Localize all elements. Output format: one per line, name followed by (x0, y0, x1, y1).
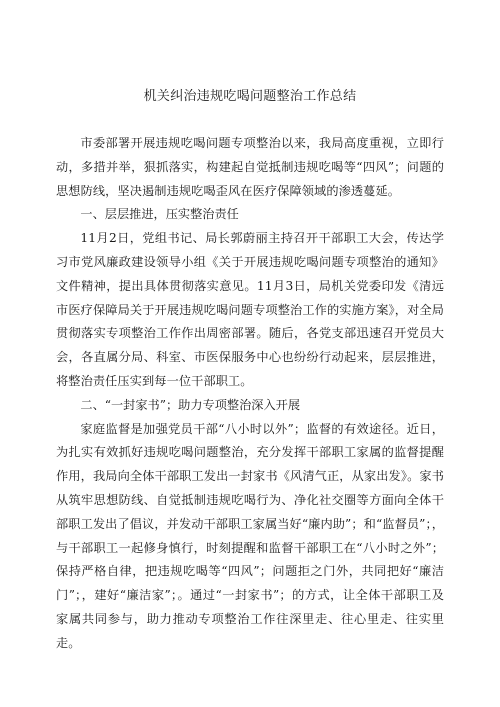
section-1-paragraph: 11月2日，党组书记、局长郭蔚丽主持召开干部职工大会，传达学习市党风廉政建设领导小组《关于开展违规吃喝问题专项整治的通知》文件精神，提出具体贯彻落实意见。11月3日，局机关党委印发《清远市医疗保障局关于开展违规吃喝问题专项整治工作的实施方案》，对全局贯彻落实专项整治工作作出周密部署。随后，各党支部迅速召开党员大会，各直属分局、科室、市医保服务中心也纷纷行动起来，层层推进，将整治责任压实到每一位干部职工。 (56, 231, 444, 388)
section-2-paragraph: 家庭监督是加强党员干部“八小时以外”；监督的有效途径。近日，为扎实有效抓好违规吃喝问题整治，充分发挥干部职工家属的监督提醒作用，我局向全体干部职工发出一封家书《风清气正，从家出发》。家书从筑牢思想防线、自觉抵制违规吃喝行为、净化社交圈等方面向全体干部职工发出了倡议，并发动干部职工家属当好“廉内助”；和“监督员”；，与干部职工一起修身慎行，时刻提醒和监督干部职工在“八小时之外”；保持严格自律，把违规吃喝等“四风”；问题拒之门外，共同把好“廉洁门”；，建好“廉洁家”；。通过“一封家书”；的方式，让全体干部职工及家属共同参与，助力推动专项整治工作往深里走、往心里走、往实里走。 (56, 421, 444, 650)
document-title: 机关纠治违规吃喝问题整治工作总结 (143, 89, 357, 104)
section-heading-2: 二、“一封家书”；助力专项整治深入开展 (80, 397, 301, 412)
section-heading-1: 一、层层推进，压实整治责任 (80, 207, 239, 222)
intro-paragraph: 市委部署开展违规吃喝问题专项整治以来，我局高度重视，立即行动，多措并举，狠抓落实，构建起自觉抵制违规吃喝等“四风”；问题的思想防线，坚决遏制违规吃喝歪风在医疗保障领域的渗透蔓延。 (56, 136, 444, 198)
